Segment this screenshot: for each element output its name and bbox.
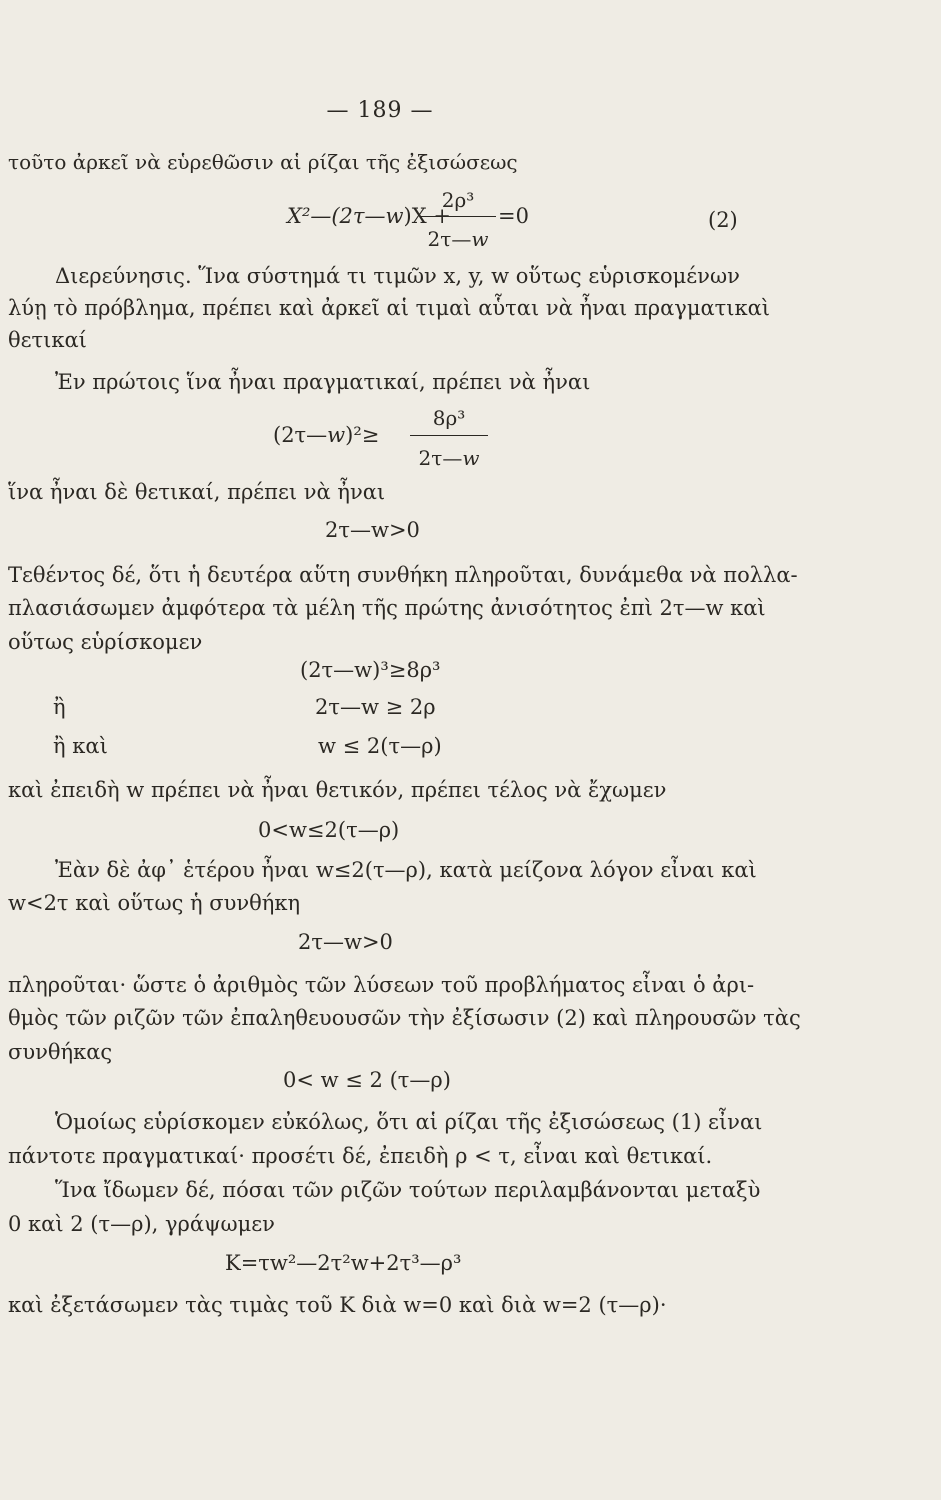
text-line: θμὸς τῶν ριζῶν τῶν ἐπαληθευουσῶν τὴν ἐξίσωσιν (2) καὶ πληρουσῶν τὰς	[8, 1006, 801, 1030]
text-line: συνθήκας	[8, 1040, 113, 1064]
text-line: πληροῦται· ὥστε ὁ ἀριθμὸς τῶν λύσεων τοῦ προβλήματος εἶναι ὁ ἀρι-	[8, 973, 755, 997]
inequality-5: w ≤ 2(τ—ρ)	[318, 734, 442, 758]
text-line: ἵνα ἦναι δὲ θετικαί, πρέπει νὰ ἦναι	[8, 480, 386, 504]
ineq1-lhs-a: (2τ—	[273, 423, 328, 447]
eq2-lhs-a: X²—(2τ—	[287, 204, 386, 228]
conjunction: ἢ καὶ	[53, 734, 108, 758]
text-line: Ὁμοίως εὑρίσκομεν εὐκόλως, ὅτι αἱ ρίζαι τῆς ἐξισώσεως (1) εἶναι	[55, 1110, 763, 1134]
eq2-denominator: 2τ—w	[427, 227, 489, 251]
ineq1-denominator: 2τ—w	[418, 446, 480, 470]
page-number: — 189 —	[326, 98, 434, 123]
inequality-7: 2τ—w>0	[298, 930, 393, 954]
text-line: Διερεύνησις. Ἵνα σύστημά τι τιμῶν x, y, w οὕτως εὑρισκομένων	[55, 264, 740, 288]
inequality-8: 0< w ≤ 2 (τ—ρ)	[283, 1068, 451, 1092]
eq2-lhs-b: )X +	[403, 204, 451, 228]
text-line: λύῃ τὸ πρόβλημα, πρέπει καὶ ἀρκεῖ αἱ τιμαὶ αὗται νὰ ἦναι πραγματικαὶ	[8, 296, 771, 320]
text-line: καὶ ἐξετάσωμεν τὰς τιμὰς τοῦ K διὰ w=0 καὶ διὰ w=2 (τ—ρ)·	[8, 1293, 667, 1317]
eq2-fraction-bar	[420, 216, 496, 217]
ineq1-lhs-w: w	[327, 423, 346, 447]
text-line: καὶ ἐπειδὴ w πρέπει νὰ ἦναι θετικόν, πρέπει τέλος νὰ ἔχωμεν	[8, 778, 667, 802]
ineq1-lhs-b: )²≥	[345, 423, 380, 447]
text-line: θετικαί	[8, 328, 87, 352]
ineq1-fraction-bar	[410, 435, 488, 436]
text-line: Ἐν πρώτοις ἵνα ἦναι πραγματικαί, πρέπει νὰ ἦναι	[55, 370, 591, 394]
eq2-rhs: =0	[498, 204, 529, 228]
text-line: πάντοτε πραγματικαί· προσέτι δέ, ἐπειδὴ ρ < τ, εἶναι καὶ θετικαί.	[8, 1144, 713, 1168]
inequality-3: (2τ—w)³≥8ρ³	[300, 658, 441, 682]
ineq1-numerator: 8ρ³	[432, 406, 466, 430]
text-line: πλασιάσωμεν ἀμφότερα τὰ μέλη τῆς πρώτης ἀνισότητος ἐπὶ 2τ—w καὶ	[8, 596, 766, 620]
eq2-numerator: 2ρ³	[441, 188, 475, 212]
text-line: Τεθέντος δέ, ὅτι ἡ δευτέρα αὕτη συνθήκη πληροῦται, δυνάμεθα νὰ πολλα-	[8, 563, 798, 587]
eq2-lhs-w: w	[385, 204, 404, 228]
text-line: Ἐὰν δὲ ἀφ᾽ ἑτέρου ἦναι w≤2(τ—ρ), κατὰ μείζονα λόγον εἶναι καὶ	[55, 858, 757, 882]
inequality-6: 0<w≤2(τ—ρ)	[258, 818, 400, 842]
text-line: οὕτως εὑρίσκομεν	[8, 630, 203, 654]
conjunction: ἢ	[53, 695, 66, 719]
inequality-2: 2τ—w>0	[325, 518, 420, 542]
text-line: Ἵνα ἴδωμεν δέ, πόσαι τῶν ριζῶν τούτων περιλαμβάνονται μεταξὺ	[55, 1178, 761, 1202]
text-line: τοῦτο ἀρκεῖ νὰ εὑρεθῶσιν αἱ ρίζαι τῆς ἐξισώσεως	[8, 150, 518, 174]
inequality-4: 2τ—w ≥ 2ρ	[315, 695, 436, 719]
text-line: 0 καὶ 2 (τ—ρ), γράψωμεν	[8, 1212, 275, 1236]
equation-label: (2)	[708, 208, 738, 232]
text-line: w<2τ καὶ οὕτως ἡ συνθήκη	[8, 891, 301, 915]
equation-k: K=τw²—2τ²w+2τ³—ρ³	[225, 1251, 462, 1275]
